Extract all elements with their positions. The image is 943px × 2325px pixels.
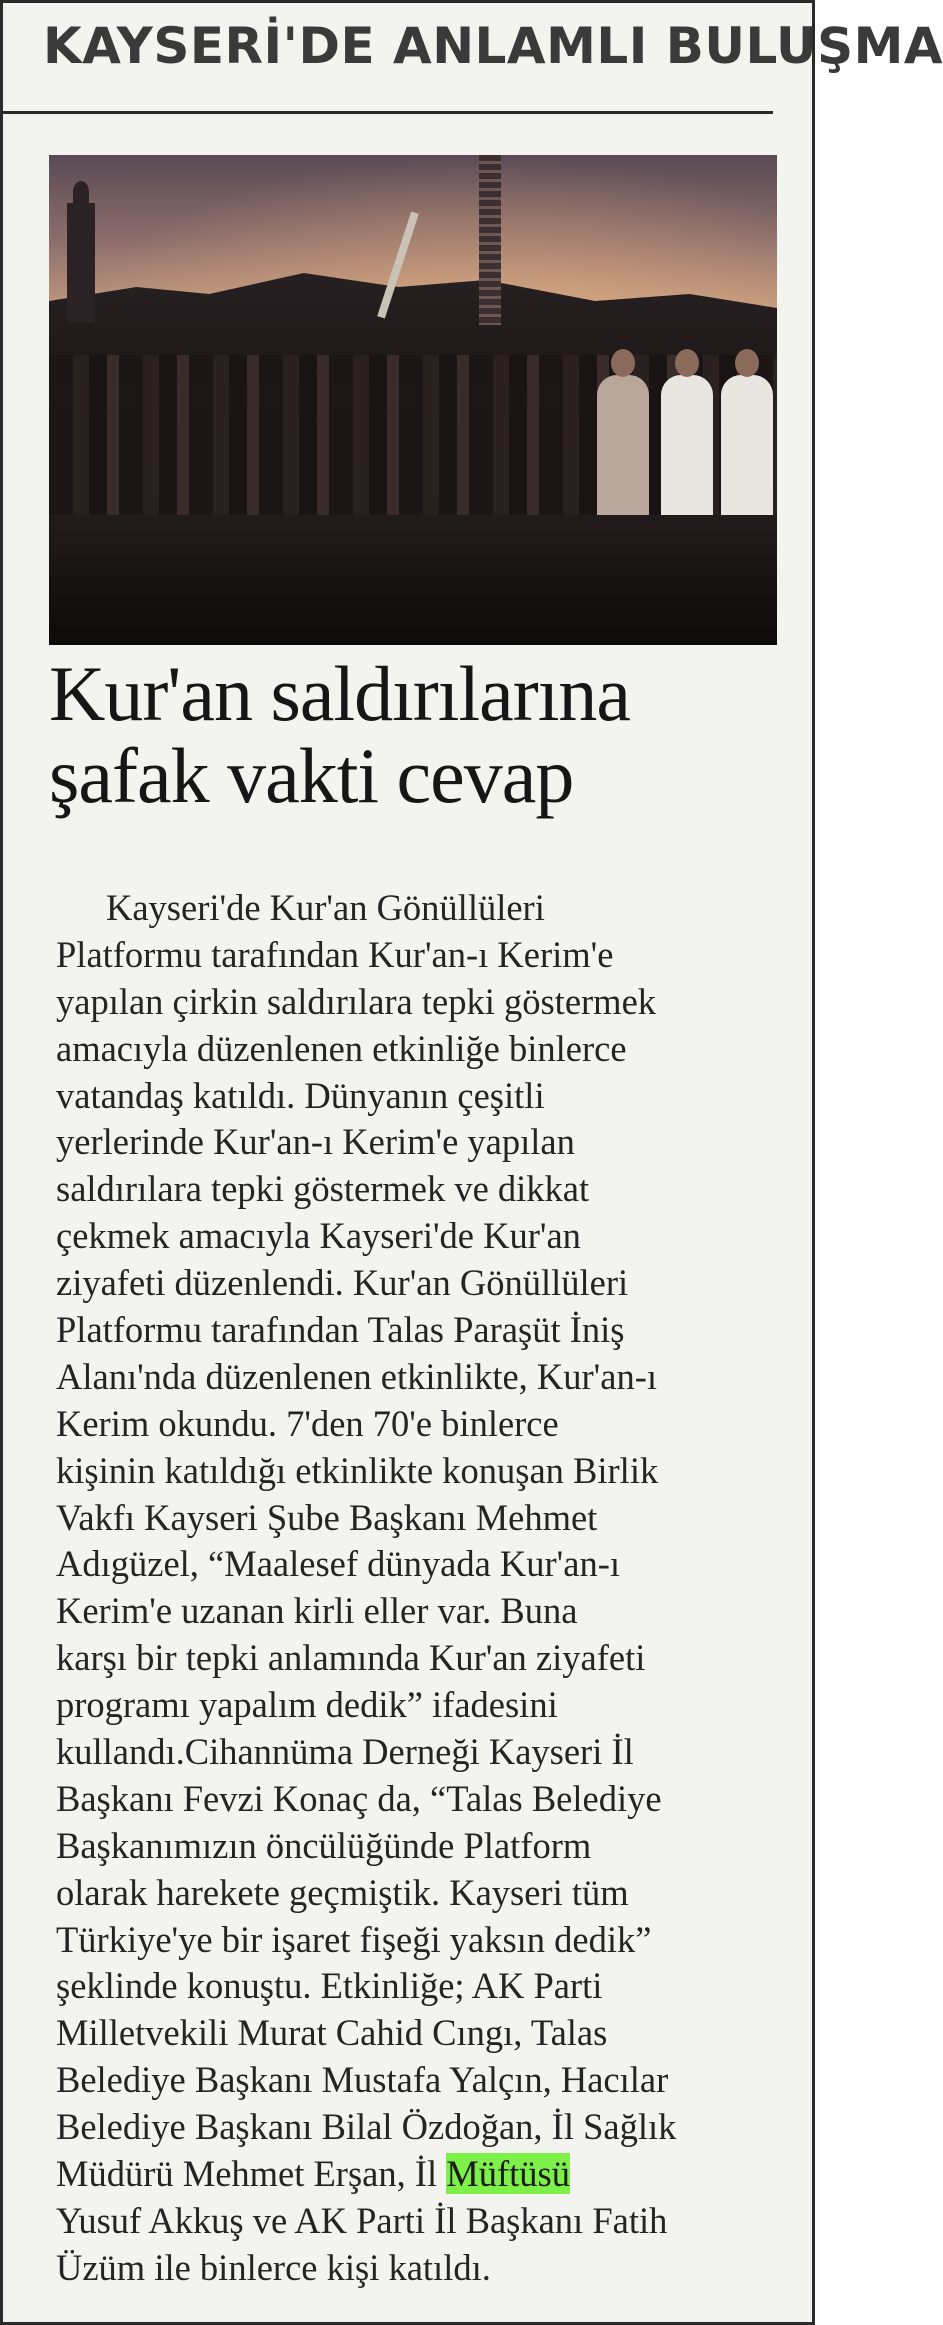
body-line: Yusuf Akkuş ve AK Parti İl Başkanı Fatih [56, 2199, 668, 2241]
body-line: Vakfı Kayseri Şube Başkanı Mehmet [56, 1496, 598, 1538]
person-figure [661, 375, 713, 525]
body-line: Kerim okundu. 7'den 70'e binlerce [56, 1402, 559, 1444]
article-photo [49, 155, 777, 643]
body-line: programı yapalım dedik” ifadesini [56, 1684, 558, 1726]
body-line: karşı bir tepki anlamında Kur'an ziyafeti [56, 1637, 646, 1679]
person-figure [597, 375, 649, 525]
body-line: saldırılara tepki göstermek ve dikkat [56, 1168, 590, 1210]
body-line: Üzüm ile binlerce kişi katıldı. [56, 2246, 491, 2288]
body-line-prefix: Müdürü Mehmet Erşan, İl [56, 2153, 447, 2195]
body-line: Belediye Başkanı Bilal Özdoğan, İl Sağlık [56, 2106, 677, 2148]
body-line: Kerim'e uzanan kirli eller var. Buna [56, 1590, 578, 1632]
body-line: Adıgüzel, “Maalesef dünyada Kur'an-ı [56, 1543, 620, 1585]
body-line: Kayseri'de Kur'an Gönüllüleri [106, 887, 545, 928]
body-line: yapılan çirkin saldırılara tepki göstermek [56, 980, 657, 1022]
body-line: Alanı'nda düzenlenen etkinlikte, Kur'an-ı [56, 1355, 658, 1397]
person-figure [721, 375, 773, 525]
body-line: Milletvekili Murat Cahid Cıngı, Talas [56, 2012, 608, 2054]
body-line: yerlerinde Kur'an-ı Kerim'e yapılan [56, 1121, 575, 1163]
body-line: Platformu tarafından Talas Paraşüt İniş [56, 1309, 625, 1351]
ground [49, 515, 777, 645]
body-line: şeklinde konuştu. Etkinliğe; AK Parti [56, 1965, 603, 2007]
body-line: kişinin katıldığı etkinlikte konuşan Birlik [56, 1449, 659, 1491]
body-line: olarak harekete geçmiştik. Kayseri tüm [56, 1871, 629, 1913]
headline-line-2: şafak vakti cevap [49, 732, 574, 819]
kicker-divider [3, 111, 773, 114]
body-line: çekmek amacıyla Kayseri'de Kur'an [56, 1215, 581, 1257]
highlighted-word: Müftüsü [446, 2153, 570, 2195]
body-line: ziyafeti düzenlendi. Kur'an Gönüllüleri [56, 1262, 629, 1304]
body-line: Platformu tarafından Kur'an-ı Kerim'e [56, 933, 614, 975]
tower-silhouette [479, 155, 501, 325]
body-line: Türkiye'ye bir işaret fişeği yaksın dedik” [56, 1918, 652, 1960]
body-line: Başkanımızın öncülüğünde Platform [56, 1824, 592, 1866]
body-line: Başkanı Fevzi Konaç da, “Talas Belediye [56, 1777, 662, 1819]
article-body [56, 885, 796, 2292]
body-line: amacıyla düzenlenen etkinliğe binlerce [56, 1027, 627, 1069]
body-line: vatandaş katıldı. Dünyanın çeşitli [56, 1074, 545, 1116]
headline-line-1: Kur'an saldırılarına [49, 650, 630, 737]
section-kicker: KAYSERİ'DE ANLAMLI BULUŞMA [43, 17, 943, 75]
minaret-silhouette [67, 203, 95, 323]
article-headline [49, 650, 809, 819]
body-line: Belediye Başkanı Mustafa Yalçın, Hacılar [56, 2059, 669, 2101]
body-line-highlighted [56, 2151, 796, 2198]
body-line: kullandı.Cihannüma Derneği Kayseri İl [56, 1731, 634, 1773]
